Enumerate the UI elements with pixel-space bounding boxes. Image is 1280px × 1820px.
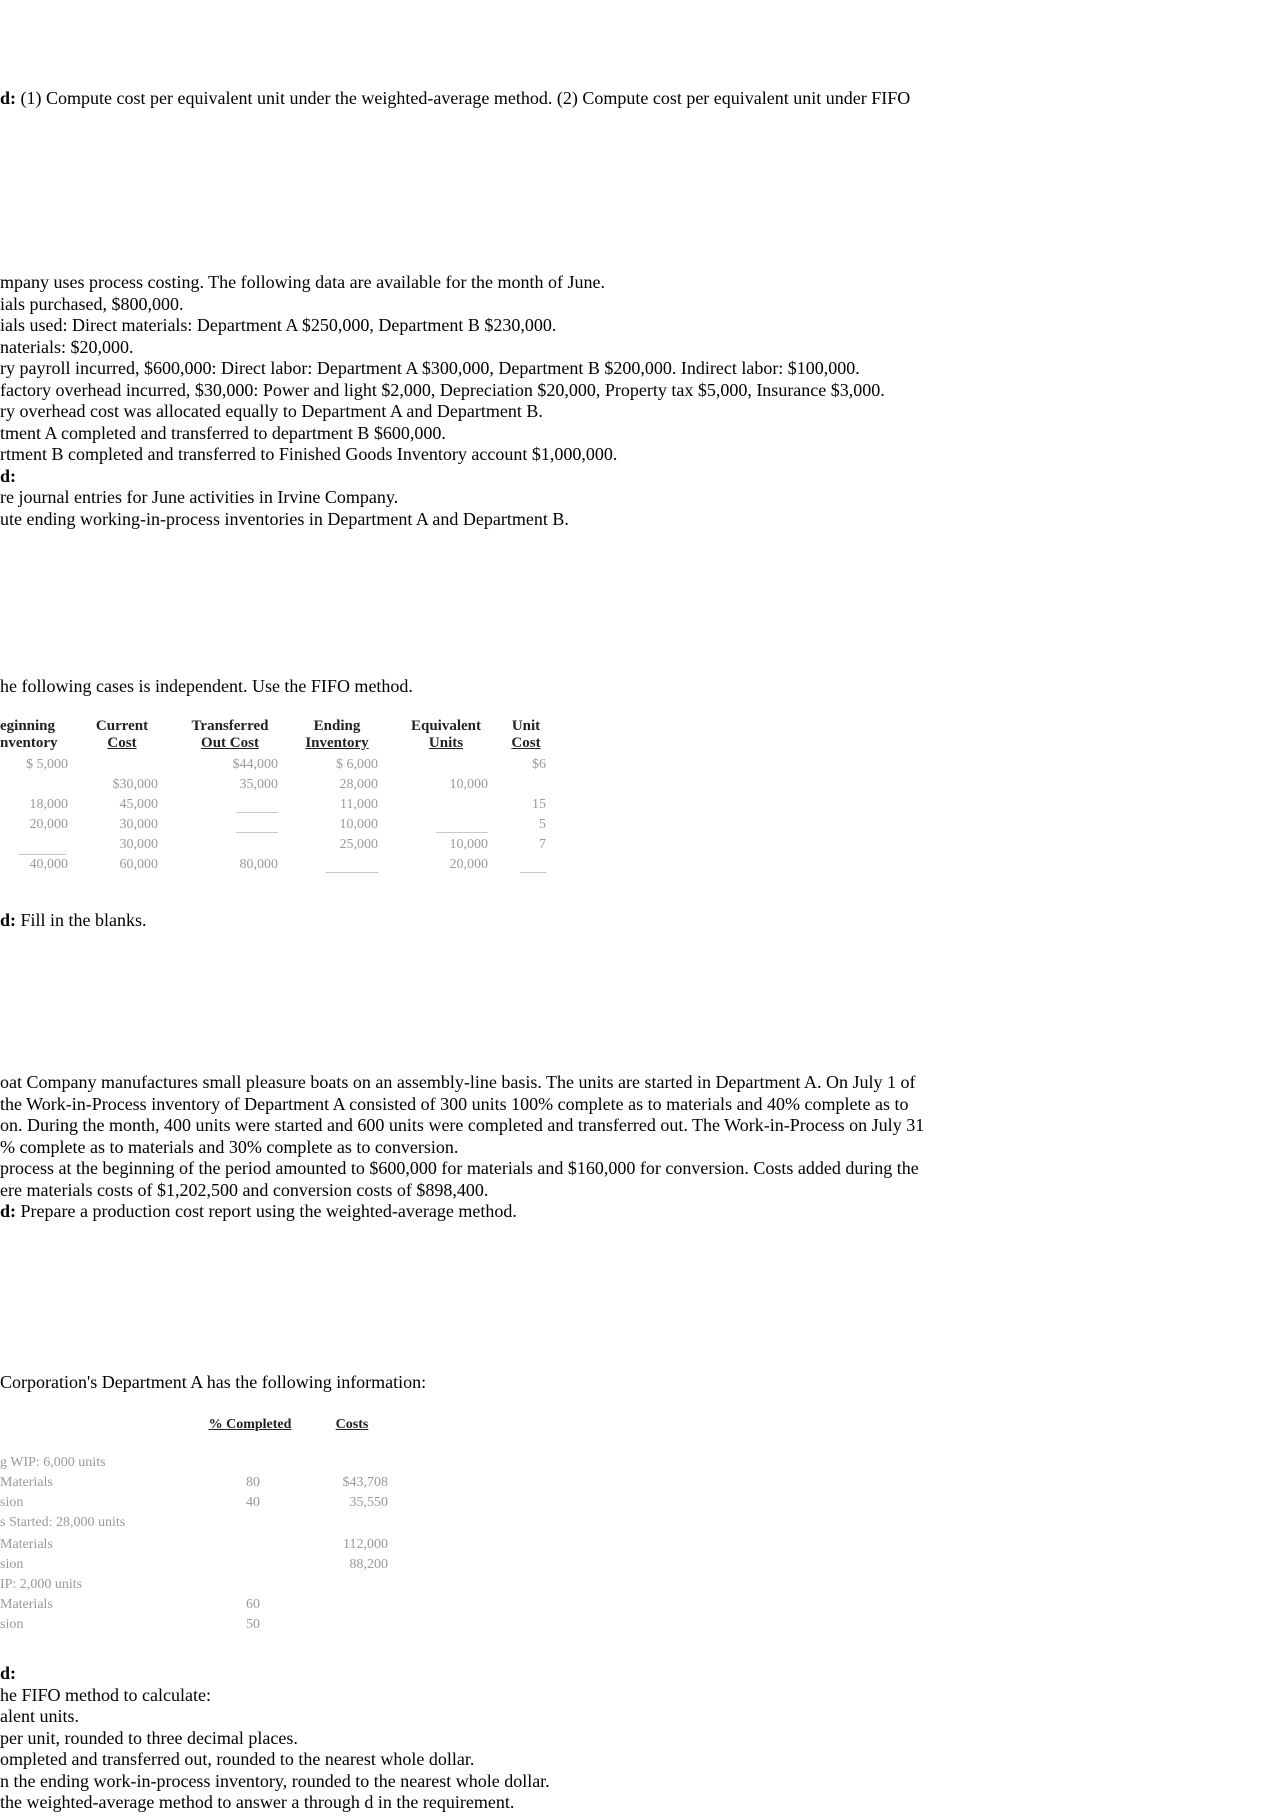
header-transferred-out-cost: Transferred Out Cost — [191, 718, 269, 751]
q4-line: % complete as to materials and 30% complete as to conversion. — [0, 1136, 459, 1157]
q4-line: ere materials costs of $1,202,500 and conversion costs of $898,400. — [0, 1179, 489, 1200]
q5-requirement-line: ompleted and transferred out, rounded to the nearest whole dollar. — [0, 1749, 475, 1769]
q2-line: mpany uses process costing. The following data are available for the month of June. — [0, 272, 606, 292]
table-cell: $ 5,000 — [26, 757, 68, 772]
header-ending-inventory: Ending Inventory — [305, 718, 369, 751]
q3-intro: he following cases is independent. Use the FIFO method. — [0, 676, 413, 696]
q4-requirement — [0, 1201, 924, 1223]
table-cell: 80,000 — [239, 857, 278, 872]
row-label: Materials — [0, 1537, 53, 1552]
q4-line: on. During the month, 400 units were started and 600 units were completed and transferred out. The Work-in-Process on July 31 — [0, 1115, 925, 1135]
q4-line: process at the beginning of the period amounted to $600,000 for materials and $160,000 for conversion. Costs added during the — [0, 1158, 919, 1178]
blank-line — [236, 832, 278, 833]
table-cell: 20,000 — [29, 817, 68, 832]
q5-requirement-line: alent units. — [0, 1706, 79, 1726]
table-cell: 28,000 — [339, 777, 378, 792]
q2-line: ry overhead cost was allocated equally to Department A and Department B. — [0, 401, 543, 421]
row-label: IP: 2,000 units — [0, 1577, 83, 1592]
q5-requirement-label: d: — [0, 1663, 17, 1683]
table-cell: $30,000 — [112, 777, 158, 792]
pct-value: 40 — [246, 1495, 260, 1510]
q1-requirement — [0, 88, 910, 110]
q3-requirement-label: d: — [0, 910, 17, 930]
header-costs: Costs — [335, 1417, 369, 1432]
cost-value: 35,550 — [349, 1495, 388, 1510]
row-label: Materials — [0, 1597, 53, 1612]
q4-line: oat Company manufactures small pleasure boats on an assembly-line basis. The units are started in Department A. On July 1 of — [0, 1072, 916, 1092]
table-cell: $ 6,000 — [336, 757, 378, 772]
table-cell: 60,000 — [119, 857, 158, 872]
q2-line: rtment B completed and transferred to Finished Goods Inventory account $1,000,000. — [0, 444, 618, 464]
blank-line — [520, 872, 546, 873]
row-label: s Started: 28,000 units — [0, 1515, 126, 1530]
q2-requirement-line: ute ending working-in-process inventories in Department A and Department B. — [0, 508, 569, 529]
table-cell: 45,000 — [119, 797, 158, 812]
q5-requirement-line: the weighted-average method to answer a through d in the requirement. — [0, 1792, 515, 1812]
row-label: sion — [0, 1495, 24, 1510]
table-cell: 40,000 — [29, 857, 68, 872]
fifo-cases-table — [0, 718, 560, 888]
q5-requirement — [0, 1663, 550, 1814]
table-cell: 10,000 — [339, 817, 378, 832]
table-cell: 5 — [539, 817, 546, 832]
q3-requirement — [0, 910, 147, 932]
q2-requirement-line: re journal entries for June activities in Irvine Company. — [0, 487, 399, 507]
table-cell: $44,000 — [232, 757, 278, 772]
header-percent-completed: % Completed — [208, 1417, 292, 1432]
table-cell: 10,000 — [449, 777, 488, 792]
q5-requirement-line: n the ending work-in-process inventory, rounded to the nearest whole dollar. — [0, 1770, 550, 1791]
pct-value: 50 — [246, 1617, 260, 1632]
table-cell: 30,000 — [119, 837, 158, 852]
table-cell: 35,000 — [239, 777, 278, 792]
table-cell: 11,000 — [340, 797, 378, 812]
row-label: sion — [0, 1557, 24, 1572]
q5-requirement-line: per unit, rounded to three decimal places. — [0, 1727, 298, 1748]
blank-line — [436, 832, 488, 833]
q2-line: tment A completed and transferred to department B $600,000. — [0, 422, 446, 443]
department-a-table — [0, 1412, 420, 1652]
q3-requirement-text: Fill in the blanks. — [16, 910, 147, 930]
row-label: g WIP: 6,000 units — [0, 1455, 106, 1470]
cost-value: $43,708 — [342, 1475, 388, 1490]
header-unit-cost: Unit Cost — [511, 718, 541, 751]
table-cell: 25,000 — [339, 837, 378, 852]
cost-value: 112,000 — [343, 1537, 388, 1552]
cost-value: 88,200 — [349, 1557, 388, 1572]
header-current-cost: Current Cost — [95, 718, 149, 751]
table-cell: 18,000 — [29, 797, 68, 812]
table-cell: 15 — [532, 797, 546, 812]
table-cell: 30,000 — [119, 817, 158, 832]
header-equivalent-units: Equivalent Units — [410, 718, 482, 751]
blank-line — [236, 812, 278, 813]
q1-requirement-text: (1) Compute cost per equivalent unit under the weighted-average method. (2) Compute cost per equivalent unit under FIFO — [16, 88, 911, 108]
blank-line — [326, 872, 378, 873]
q2-line: ials used: Direct materials: Department A $250,000, Department B $230,000. — [0, 315, 557, 335]
q5-intro: Corporation's Department A has the following information: — [0, 1372, 427, 1392]
q2-body — [0, 272, 885, 530]
table-cell: 7 — [539, 837, 546, 852]
q5-requirement-line: he FIFO method to calculate: — [0, 1684, 211, 1705]
q1-requirement-label: d: — [0, 88, 17, 108]
pct-value: 80 — [246, 1475, 260, 1490]
table-cell: 10,000 — [449, 837, 488, 852]
header-beginning-inventory: eginning nventory — [0, 718, 58, 751]
q4-requirement-text: Prepare a production cost report using the weighted-average method. — [16, 1201, 517, 1221]
table-cell: 20,000 — [449, 857, 488, 872]
q2-requirement-label: d: — [0, 465, 17, 486]
q2-line: ry payroll incurred, $600,000: Direct labor: Department A $300,000, Department B $200,000. Indirect labor: $100,000. — [0, 358, 860, 378]
row-label: Materials — [0, 1475, 53, 1490]
q2-line: naterials: $20,000. — [0, 336, 134, 357]
q4-requirement-label: d: — [0, 1201, 17, 1221]
q2-line: factory overhead incurred, $30,000: Power and light $2,000, Depreciation $20,000, Property tax $5,000, Insurance $3,000. — [0, 379, 885, 400]
pct-value: 60 — [246, 1597, 260, 1612]
q4-body — [0, 1072, 924, 1223]
row-label: sion — [0, 1617, 24, 1632]
table-cell: $6 — [532, 757, 546, 772]
q4-line: the Work-in-Process inventory of Department A consisted of 300 units 100% complete as to materials and 40% complete as to — [0, 1093, 909, 1114]
q2-line: ials purchased, $800,000. — [0, 293, 184, 314]
